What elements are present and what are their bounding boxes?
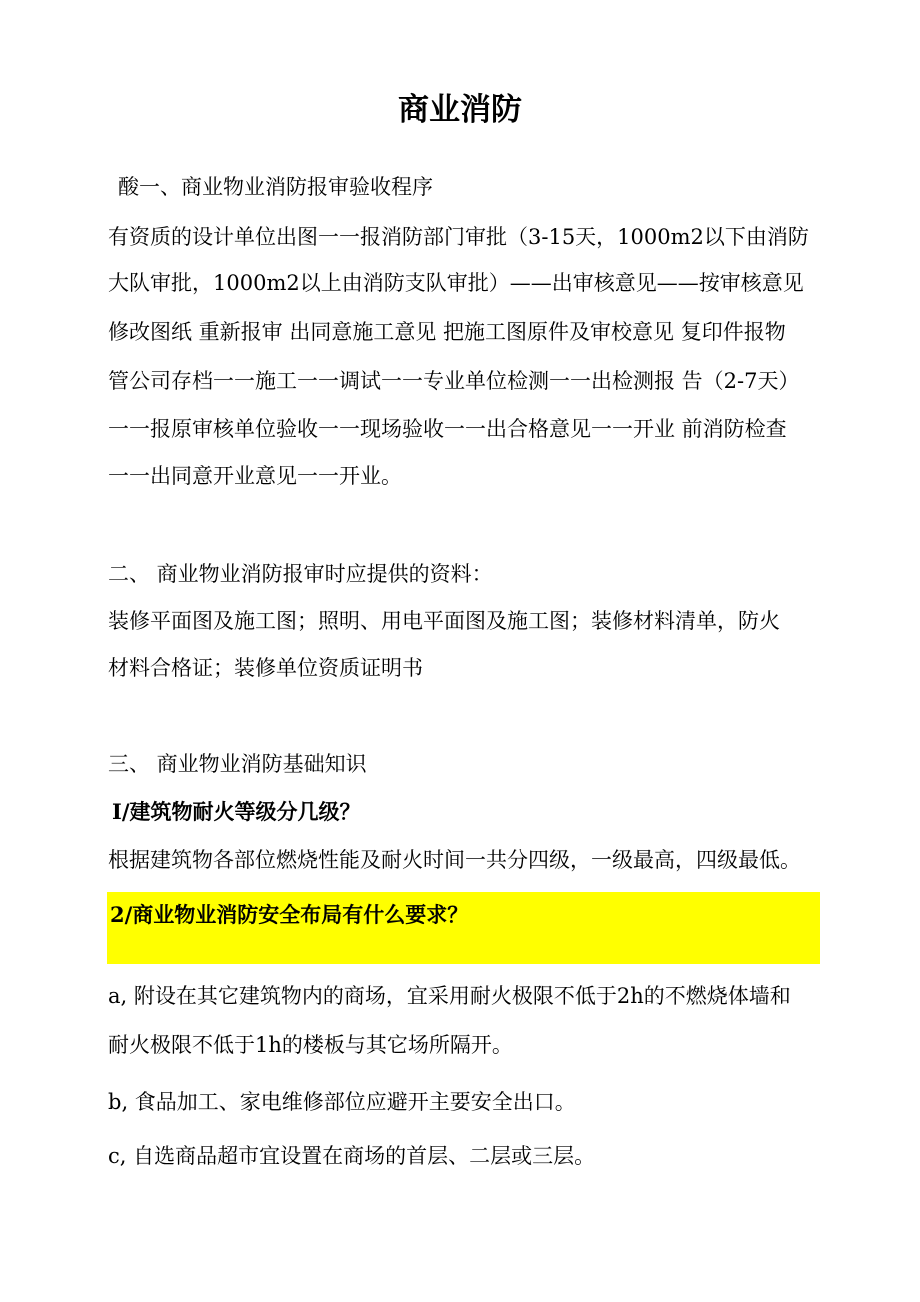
section1-line: 修改图纸 重新报审 出同意施工意见 把施工图原件及审校意见 复印件报物 — [108, 320, 786, 344]
section1-line: 大队审批，1000m2以上由消防支队审批）——出审核意见——按审核意见 — [108, 271, 804, 295]
section2-heading: 二、 商业物业消防报审时应提供的资料： — [108, 562, 493, 586]
list-item-c: c, 自选商品超市宜设置在商场的首层、二层或三层。 — [108, 1144, 596, 1168]
section2-line: 材料合格证；装修单位资质证明书 — [108, 656, 423, 680]
answer-1: 根据建筑物各部位燃烧性能及耐火时间一共分四级，一级最高，四级最低。 — [108, 848, 801, 872]
section1-line: 一一出同意开业意见一一开业。 — [108, 464, 402, 488]
section3-heading: 三、 商业物业消防基础知识 — [108, 752, 367, 776]
section1-line: 有资质的设计单位出图一一报消防部门审批（3-15天，1000m2以下由消防 — [108, 225, 809, 249]
question-1: I/建筑物耐火等级分几级？ — [112, 799, 361, 824]
list-item-a: a, 附设在其它建筑物内的商场，宜采用耐火极限不低于2h的不燃烧体墙和 — [108, 984, 791, 1008]
list-item-b: b, 食品加工、家电维修部位应避开主要安全出口。 — [108, 1090, 576, 1114]
section1-line: 一一报原审核单位验收一一现场验收一一出合格意见一一开业 前消防检查 — [108, 417, 787, 441]
section1-heading: 酸一、商业物业消防报审验收程序 — [118, 175, 433, 199]
section1-line: 管公司存档一一施工一一调试一一专业单位检测一一出检测报 告（2-7天） — [108, 369, 800, 393]
document-title: 商业消防 — [398, 92, 522, 128]
section2-line: 装修平面图及施工图；照明、用电平面图及施工图；装修材料清单，防火 — [108, 609, 780, 633]
question-2: 2/商业物业消防安全布局有什么要求？ — [110, 902, 469, 927]
list-item-a-cont: 耐火极限不低于1h的楼板与其它场所隔开。 — [108, 1033, 513, 1057]
